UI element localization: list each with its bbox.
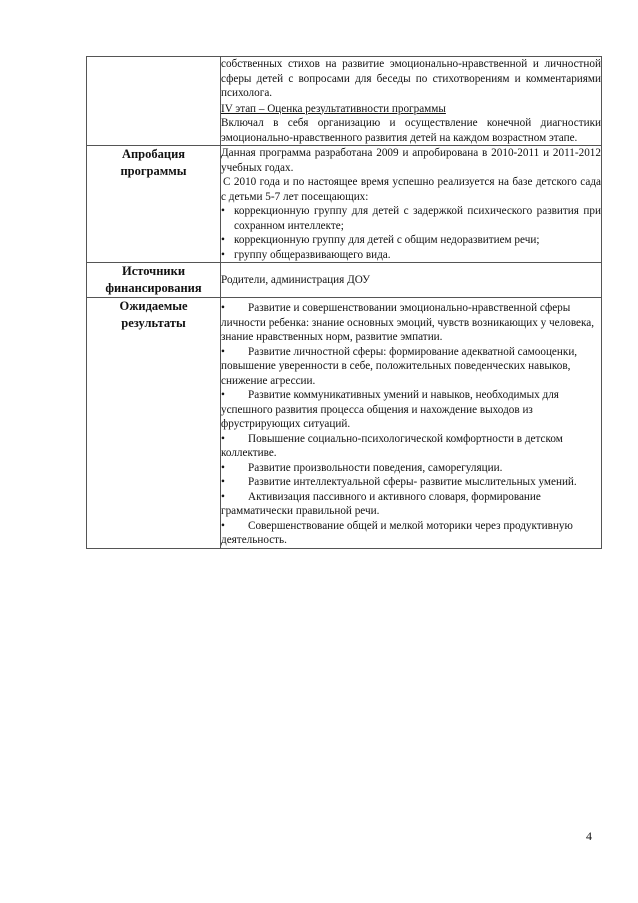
list-item: • Совершенствование общей и мелкой моторики через продуктивную деятельность.: [221, 519, 573, 546]
bullet-icon: •: [221, 302, 225, 314]
list-item: • коррекционную группу для детей с общим недоразвитием речи;: [221, 234, 540, 246]
bullet-icon: •: [221, 234, 225, 246]
stage-content-cell: [221, 57, 602, 146]
bullet-icon: •: [221, 389, 225, 401]
list-item: • Повышение социально-психологической комфортности в детском коллективе.: [221, 432, 563, 459]
bullet-icon: •: [221, 490, 225, 503]
empty-label-cell: [87, 57, 221, 146]
page-number: 4: [586, 829, 592, 843]
list-item: • Развитие интеллектуальной сферы- развитие мыслительных умений.: [221, 476, 577, 488]
list-item: • Развитие произвольности поведения, саморегуляции.: [221, 461, 503, 474]
approbation-para-2: С 2010 года и по настоящее время успешно реализуется на базе детского сада с детьми 5-7 лет посещающих:: [221, 176, 601, 203]
program-table: [86, 56, 602, 549]
table-row-results: [87, 298, 602, 549]
list-item: • Развитие и совершенствовании эмоционально-нравственной сферы личности ребенка: знание основных эмоций, чувств возникающих у человека, знание нравственных норм, развитие эмпатии.: [221, 302, 595, 343]
bullet-icon: •: [221, 476, 225, 488]
bullet-icon: •: [221, 432, 225, 445]
bullet-icon: •: [221, 519, 225, 532]
bullet-icon: •: [221, 461, 225, 474]
list-item: • Активизация пассивного и активного словаря, формирование грамматически правильной речи.: [221, 490, 541, 517]
list-item: • Развитие личностной сферы: формирование адекватной самооценки, повышение уверенности в себе, положительных поведенческих навыков, снижение агрессии.: [221, 345, 578, 387]
table-row-financing: [87, 263, 602, 298]
results-label: Ожидаемые результаты: [87, 298, 221, 549]
table-row-stage4: [87, 57, 602, 146]
bullet-icon: •: [221, 345, 225, 358]
stage-title: IV этап – Оценка результативности программы: [221, 102, 446, 115]
approbation-label: Апробация программы: [87, 146, 221, 263]
bullet-icon: •: [221, 205, 225, 217]
financing-label: Источники финансирования: [87, 263, 221, 298]
table-row-approbation: [87, 146, 602, 263]
bullet-icon: •: [221, 248, 225, 261]
approbation-para-1: Данная программа разработана 2009 и апробирована в 2010-2011 и 2011-2012 учебных годах.: [221, 147, 601, 174]
list-item: • коррекционную группу для детей с задержкой психического развития при сохранном интеллекте;: [221, 205, 601, 232]
financing-content: Родители, администрация ДОУ: [221, 263, 602, 298]
stage-description: Включал в себя организацию и осуществление конечной диагностики эмоционально-нравственного развития детей на каждом возрастном этапе.: [221, 117, 601, 144]
list-item: • Развитие коммуникативных умений и навыков, необходимых для успешного развития процесса общения и нахождение выходов из фрустрирующих ситуаций.: [221, 389, 559, 430]
list-item: • группу общеразвивающего вида.: [221, 248, 391, 261]
results-content: [221, 298, 602, 549]
continuation-text: собственных стихов на развитие эмоционально-нравственной и личностной сферы детей с вопросами для беседы по стихотворениям и комментариями психолога.: [221, 58, 601, 99]
approbation-content: [221, 146, 602, 263]
